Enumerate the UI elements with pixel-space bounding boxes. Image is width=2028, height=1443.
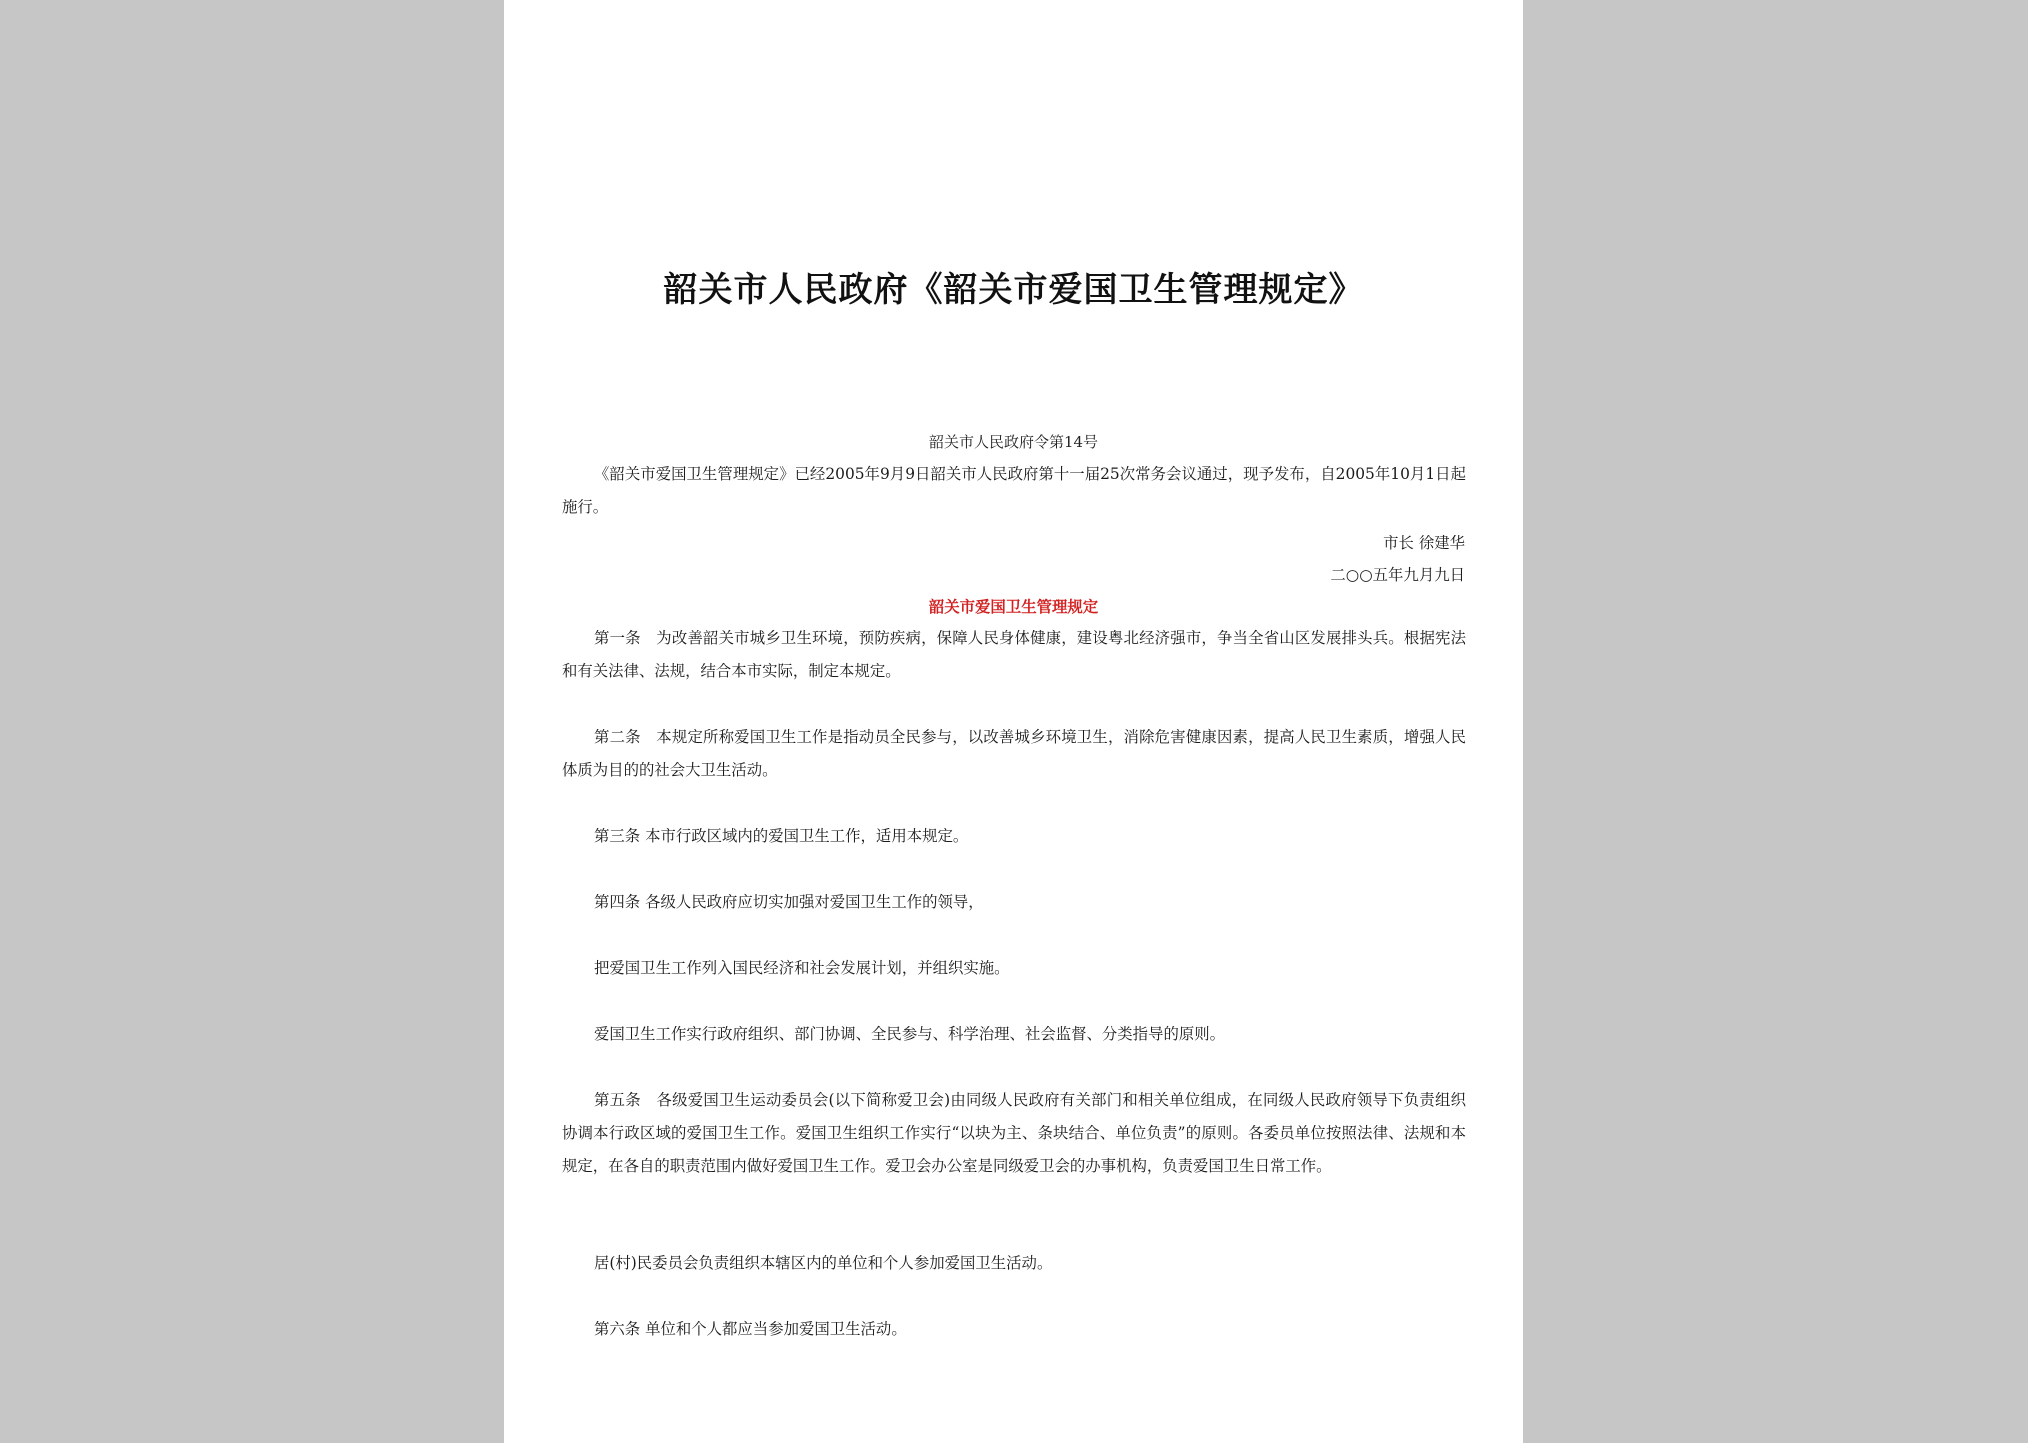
order-number: 韶关市人民政府令第14号 — [928, 433, 1099, 451]
promulgation-text: 《韶关市爱国卫生管理规定》已经2005年9月9日韶关市人民政府第十一届25次常务会议通过，现予发布，自2005年10月1日起施行。 — [562, 465, 1466, 516]
article-paragraph: 第二条 本规定所称爱国卫生工作是指动员全民参与，以改善城乡环境卫生，消除危害健康因素，提高人民卫生素质，增强人民体质为目的的社会大卫生活动。 — [562, 728, 1466, 779]
article-paragraph: 第一条 为改善韶关市城乡卫生环境，预防疾病，保障人民身体健康，建设粤北经济强市，争当全省山区发展排头兵。根据宪法和有关法律、法规，结合本市实际，制定本规定。 — [562, 629, 1466, 680]
article-paragraph: 第六条 单位和个人都应当参加爱国卫生活动。 — [594, 1320, 907, 1338]
article-paragraph: 第三条 本市行政区域内的爱国卫生工作，适用本规定。 — [594, 827, 969, 845]
article-paragraph: 居(村)民委员会负责组织本辖区内的单位和个人参加爱国卫生活动。 — [594, 1254, 1053, 1272]
article-paragraph: 把爱国卫生工作列入国民经济和社会发展计划，并组织实施。 — [594, 959, 1010, 977]
document-page — [504, 0, 1523, 1443]
regulation-title: 韶关市爱国卫生管理规定 — [928, 598, 1099, 616]
article-paragraph: 第四条 各级人民政府应切实加强对爱国卫生工作的领导， — [594, 893, 984, 911]
document-title: 韶关市人民政府《韶关市爱国卫生管理规定》 — [663, 270, 1364, 310]
article-paragraph: 爱国卫生工作实行政府组织、部门协调、全民参与、科学治理、社会监督、分类指导的原则。 — [594, 1025, 1226, 1043]
date-line: 二○○五年九月九日 — [1330, 566, 1465, 584]
article-paragraph: 第五条 各级爱国卫生运动委员会(以下简称爱卫会)由同级人民政府有关部门和相关单位组成，在同级人民政府领导下负责组织协调本行政区域的爱国卫生工作。爱国卫生组织工作实行“以块为主、条块结合、单位负责”的原则。各委员单位按照法律、法规和本规定，在各自的职责范围内做好爱国卫生工作。爱卫会办公室是同级爱卫会的办事机构，负责爱国卫生日常工作。 — [562, 1091, 1466, 1175]
signature-line: 市长 徐建华 — [1383, 534, 1465, 552]
